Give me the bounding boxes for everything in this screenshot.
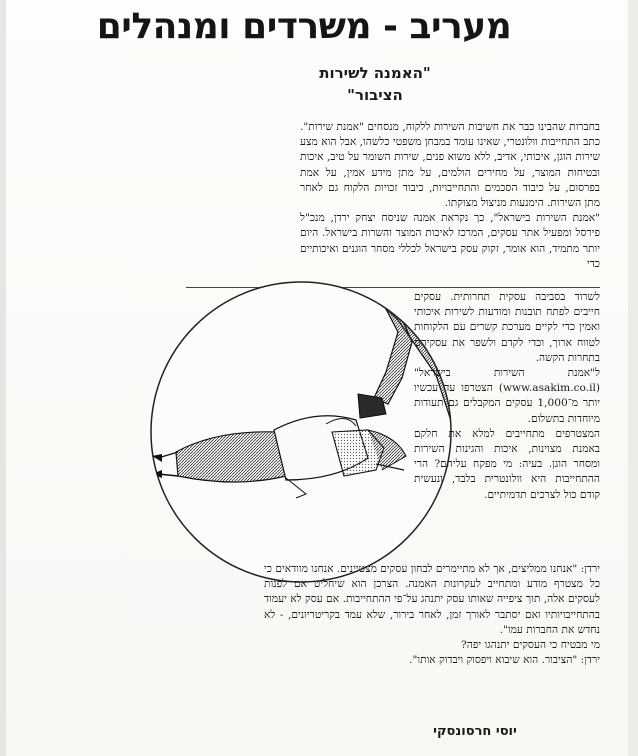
article-body-bottom	[264, 562, 600, 668]
paragraph: ל"אמנת השירות בישראל" (www.asakim.co.il) הצטרפו עד עכשיו יותר מ־1,000 עסקים המקבלים גם תעודות מיוחדות בתשלום.	[414, 367, 600, 425]
masthead: מעריב - משרדים ומנהלים	[96, 6, 512, 47]
paragraph: בחברות שהבינו כבר את חשיבות השירות ללקוח, מנסחים "אמנת שירות". כתב התחייבות וולונטרי, שאינו עומד במבחן משפטי כלשהו, אבל הוא מצע שירות הוגן, איכותי, אדיב, ללא משוא פנים, שירות השומר על טיב, איכות ובטיחות המוצר, על מחירים הולמים, על מתן מידע אמין, על אמת בפרסום, על כיבוד הסכמים והתחייבויות, כיבוד זכויות הלקוח גם לאחר מתן השירות. הימנעות מניצול מצוקתו.	[300, 121, 600, 210]
paragraph: "אמנת השירות בישראל", כך נקראת אמנה שניסח יצחק ירדן, מנכ"ל פירסל ומפעיל אתר עסקים, המרכז לאיכות המוצר והשרות בישראל. היום יותר מתמיד, הוא אומר, זקוק עסק בישראל לכללי מסחר הוגנים ואיכותיים כדי	[300, 212, 600, 270]
scan-edge-right	[628, 0, 638, 756]
article-headline	[300, 62, 450, 106]
paragraph: מי מבטיח כי העסקים יתנהגו יפה?	[461, 639, 600, 652]
headline-line-2: הציבור"	[347, 86, 403, 104]
headline-line-1: "האמנה לשירות	[319, 64, 431, 82]
paragraph: ירדן: "הציבור. הוא שיבוא ויפסוק ויבדוק אותו".	[409, 654, 600, 667]
article-body-right	[414, 290, 600, 503]
scan-edge-left	[0, 0, 6, 756]
author-byline: יוסי חרסונסקי	[433, 724, 517, 739]
giant-shoe	[358, 394, 386, 418]
paragraph: ירדן: "אנחנו ממליצים, אך לא מתיימרים לבחון עסקים מצטיינים. אנחנו מוודאים כי כל מצטרף מודע ומתחייב לעקרונות האמנה. הצרכן הוא שיחליט אם לפנות לעסקים אלה, תוך ציפייה שאותו עסק יתנהג על־פי ההתחייבות. אם עסק לא יעמוד בהתחייבויותיו ואם יסתבר לאורך זמן, לאחר בירור, שלא עמד בקריטריונים, - לא נחדש את החברות עמו".	[264, 563, 600, 636]
paragraph: לשרוד בסביבה עסקית תחרותית. עסקים חייבים לפתח תובנות ומודעות לשירות איכותי ואמין כדי לקיים מערכת קשרים עם הלקוחות לטווח ארוך, וכדי לקדם ולשפר את עסקיהם בתחרות הקשה.	[414, 291, 600, 364]
paragraph: המצטרפים מתחייבים למלא את חלקם באמנת מצוינות, איכות והגינות השירות ומסחר הוגן. בעיה: מי מפקח עליהם? הרי ההתחייבות היא וולונטרית בלבד, ונעשית קודם כול לצרכים תדמיתיים.	[414, 427, 600, 501]
article-body-top	[300, 120, 600, 272]
